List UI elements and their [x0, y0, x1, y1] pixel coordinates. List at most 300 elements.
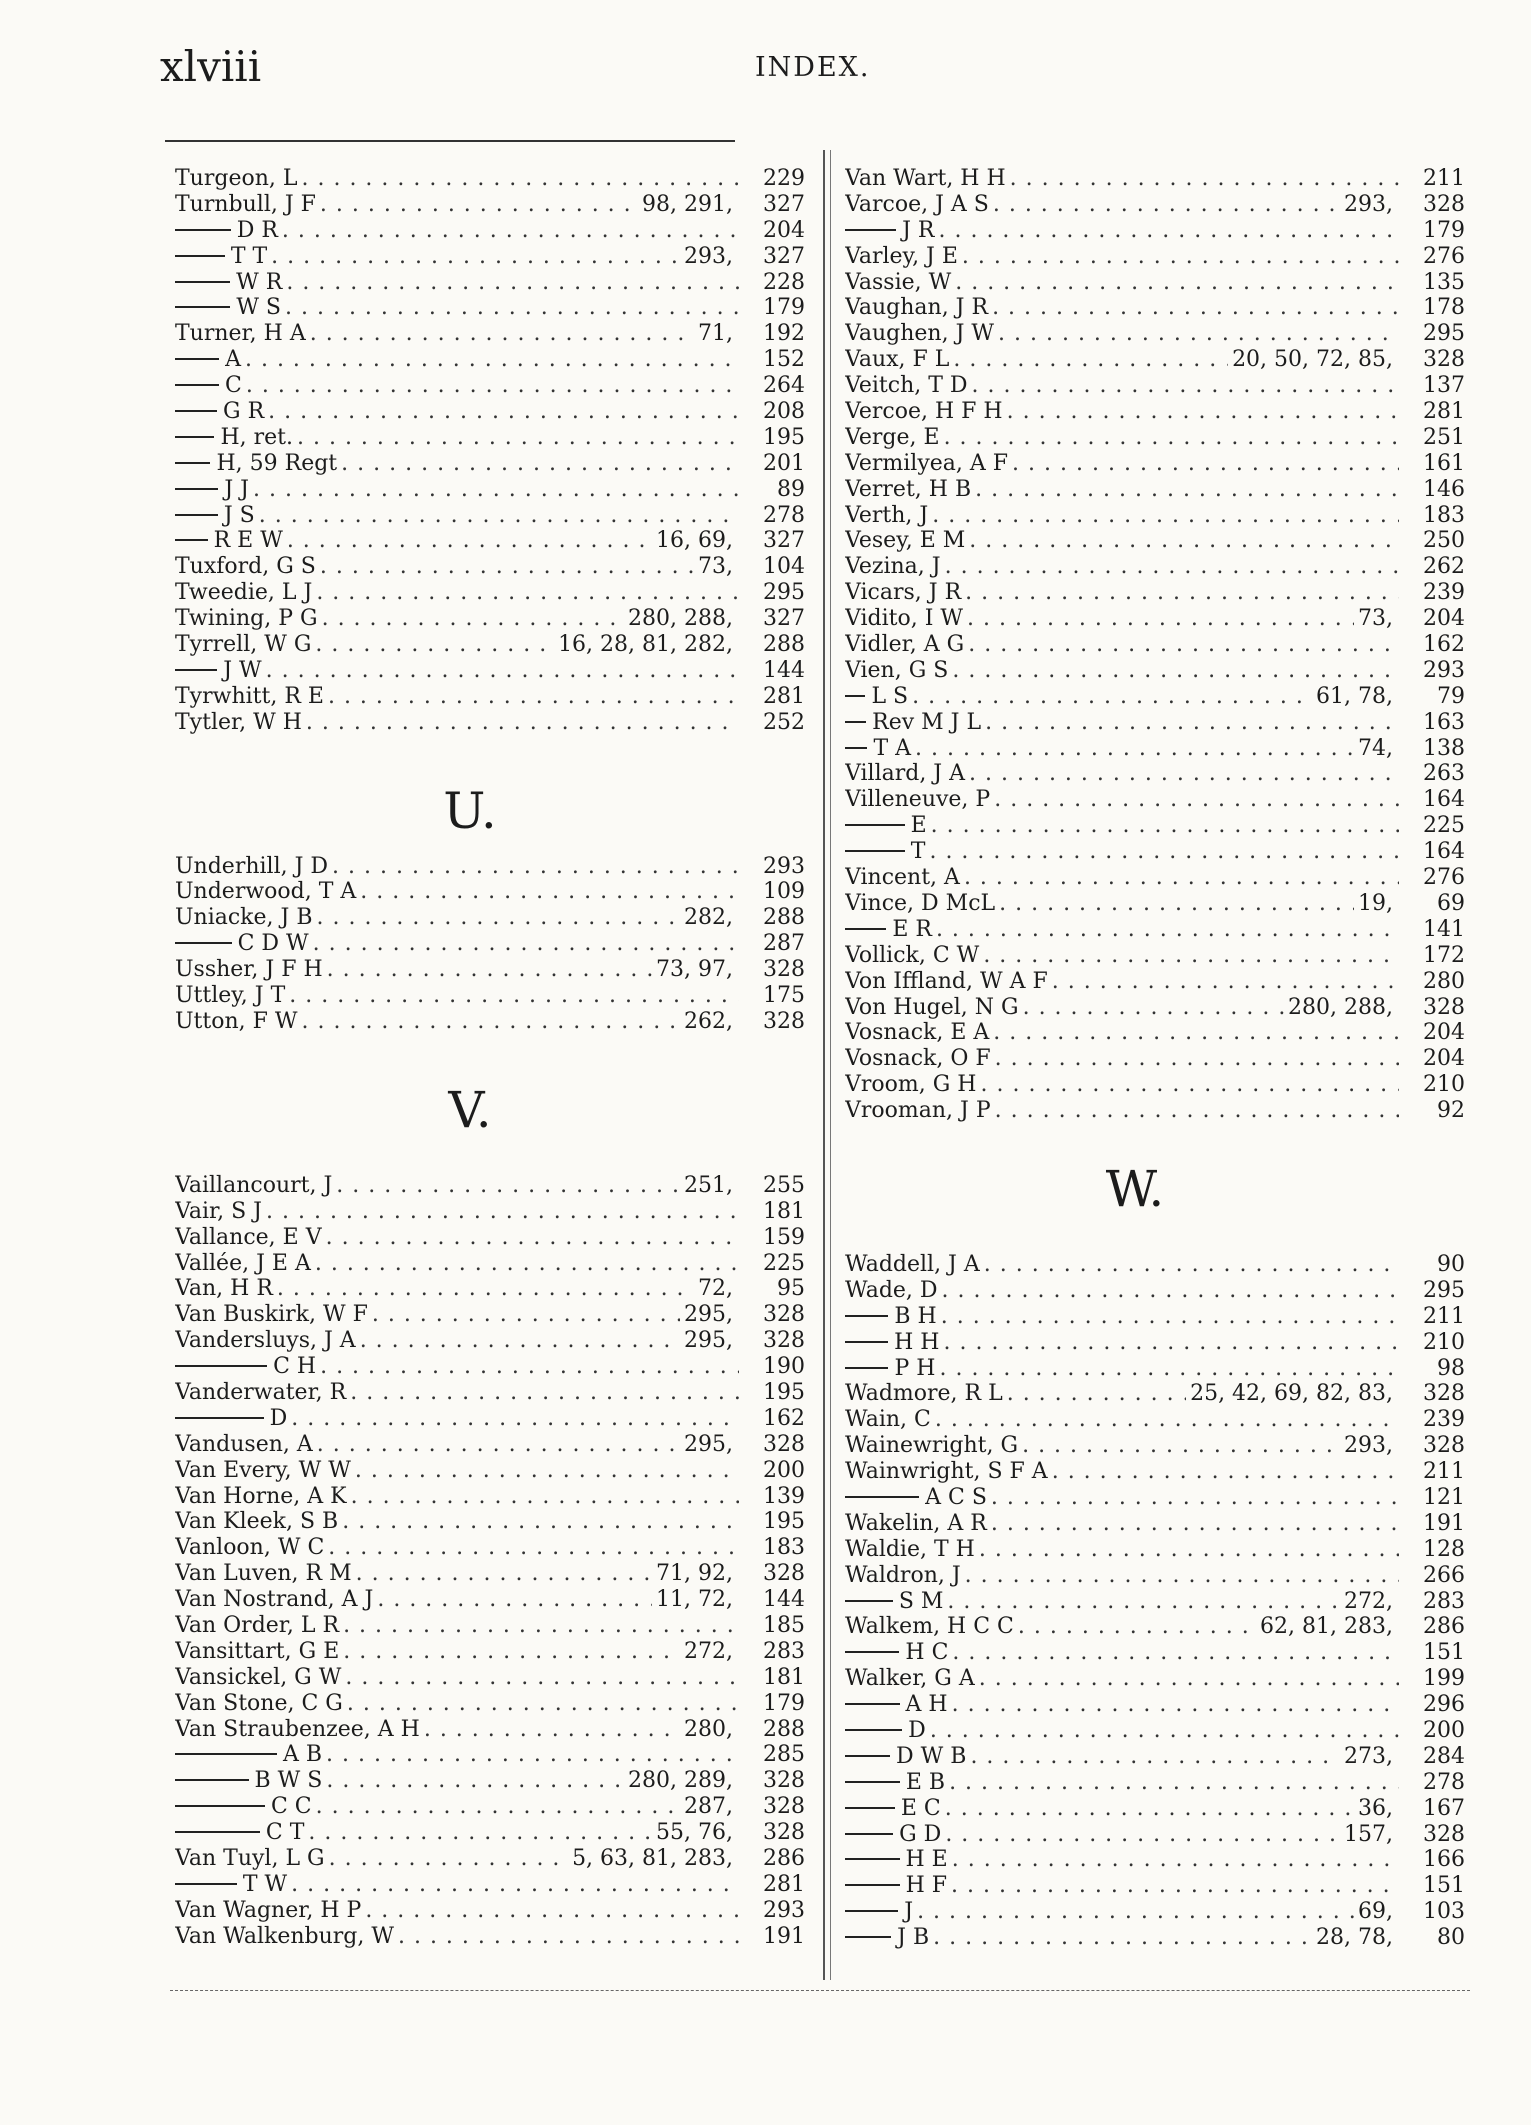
entry-name-text: Van Wagner, H P	[175, 1897, 362, 1923]
index-entry	[845, 1537, 1465, 1563]
entry-name-text: Vallance, E V	[175, 1224, 322, 1250]
entry-name	[899, 1589, 944, 1615]
dot-leader	[320, 1354, 739, 1380]
entry-name	[896, 1744, 966, 1770]
dot-leader	[929, 839, 1399, 865]
index-entry	[175, 658, 805, 684]
ditto-dash	[845, 1910, 898, 1912]
ditto-dash	[175, 281, 230, 283]
index-entry	[175, 503, 805, 529]
entry-page: 284	[1423, 1743, 1465, 1769]
entry-name-text: Van Horne, A K	[175, 1483, 347, 1509]
entry-name-text: R E W	[213, 528, 283, 554]
entry-page: 103	[1423, 1899, 1465, 1925]
dot-leader	[1007, 399, 1399, 425]
entry-page: 191	[1423, 1510, 1465, 1536]
entry-name	[906, 1873, 947, 1899]
index-entry	[175, 1639, 805, 1665]
entry-page: 327	[763, 528, 805, 554]
index-entry	[845, 1640, 1465, 1666]
dot-leader	[915, 736, 1354, 762]
dot-leader	[313, 931, 739, 957]
ditto-dash	[175, 1417, 264, 1419]
entry-name	[175, 1561, 352, 1587]
dot-leader	[282, 218, 739, 244]
dot-leader	[933, 1925, 1312, 1951]
top-rule	[165, 140, 735, 142]
entry-refs: 20, 50, 72, 85,	[1232, 347, 1393, 373]
dot-leader	[342, 1509, 739, 1535]
entry-page: 293	[763, 1897, 805, 1923]
entry-page: 229	[763, 166, 805, 191]
entry-refs: 98, 291,	[642, 191, 733, 217]
entry-page: 179	[763, 295, 805, 321]
index-entry	[175, 218, 805, 244]
entry-page: 262	[1423, 554, 1465, 580]
dot-leader	[993, 192, 1340, 218]
entry-name-text: C	[225, 373, 242, 399]
dot-leader	[424, 1717, 680, 1743]
entry-page: 288	[763, 905, 805, 931]
entry-page: 225	[1423, 813, 1465, 839]
dot-leader	[1018, 1614, 1256, 1640]
ditto-dash	[845, 1651, 899, 1653]
entry-name-text: Vrooman, J P	[845, 1098, 991, 1124]
entry-name-text: Underwood, T A	[175, 879, 357, 905]
entry-page: 239	[1423, 580, 1465, 606]
dot-leader	[1052, 969, 1399, 995]
index-entry	[845, 943, 1465, 969]
entry-refs: 280, 288,	[1288, 994, 1393, 1020]
index-entry	[175, 425, 805, 451]
entry-name-text: Wainwright, S F A	[845, 1459, 1048, 1485]
entry-page: 98	[1437, 1355, 1465, 1381]
index-entry	[845, 1822, 1465, 1848]
entry-name-text: A	[225, 347, 241, 373]
entry-name	[214, 528, 283, 554]
entry-page: 211	[1423, 1303, 1465, 1329]
dot-leader	[964, 865, 1399, 891]
entry-refs: 72,	[698, 1276, 733, 1302]
dot-leader	[999, 891, 1354, 917]
entry-name	[237, 218, 278, 244]
entry-name	[225, 347, 241, 373]
ditto-dash	[175, 488, 218, 490]
entry-page: 181	[763, 1664, 805, 1690]
entry-name	[845, 528, 965, 554]
entry-name	[175, 554, 316, 580]
entry-name-text: C T	[265, 1820, 305, 1846]
entry-page: 211	[1423, 1459, 1465, 1485]
entry-name-text: T T	[230, 243, 268, 269]
entry-page: 121	[1423, 1484, 1465, 1510]
entry-page: 159	[763, 1224, 805, 1250]
entry-name-text: S M	[898, 1588, 944, 1614]
dot-leader	[329, 1846, 568, 1872]
entry-page: 328	[763, 1302, 805, 1328]
entry-refs: 295,	[684, 1328, 733, 1354]
entry-page: 166	[1423, 1847, 1465, 1873]
ditto-dash	[175, 410, 217, 412]
index-entry	[175, 1484, 805, 1510]
entry-page: 192	[763, 321, 805, 347]
entry-page: 327	[763, 606, 805, 632]
entry-name-text: Wade, D	[845, 1277, 938, 1303]
entry-name	[845, 503, 928, 529]
entry-name	[175, 1846, 325, 1872]
ditto-dash	[845, 1703, 900, 1705]
entry-page: 278	[763, 502, 805, 528]
entry-page: 328	[1423, 347, 1465, 373]
column-divider	[823, 150, 825, 1980]
entry-name-text: Waldie, T H	[845, 1536, 975, 1562]
entry-name-text: E B	[905, 1769, 946, 1795]
dot-leader	[315, 1251, 739, 1277]
dot-leader	[995, 1046, 1399, 1072]
index-entry	[175, 321, 805, 347]
entry-refs: 272,	[1344, 1588, 1393, 1614]
entry-refs: 295,	[684, 1431, 733, 1457]
entry-page: 239	[1423, 1407, 1465, 1433]
entry-name-text: Villard, J A	[845, 761, 966, 787]
entry-name-text: Verret, H B	[845, 476, 972, 502]
dot-leader	[945, 1796, 1354, 1822]
entry-name-text: Vaughan, J R	[845, 295, 989, 321]
dot-leader	[308, 1820, 652, 1846]
entry-page: 328	[1423, 1433, 1465, 1459]
entry-page: 210	[1423, 1329, 1465, 1355]
entry-name	[175, 905, 313, 931]
entry-name-text: Uniacke, J B	[175, 905, 313, 931]
entry-name-text: Vezina, J	[845, 554, 941, 580]
entry-page: 104	[763, 554, 805, 580]
entry-name-text: T	[910, 839, 926, 865]
entry-name	[906, 1847, 948, 1873]
entry-name	[175, 1328, 356, 1354]
entry-name-text: J S	[223, 502, 255, 528]
dot-leader	[350, 1380, 739, 1406]
entry-name	[175, 632, 311, 658]
ditto-dash	[845, 1936, 891, 1938]
entry-name	[894, 1304, 936, 1330]
index-entry	[845, 295, 1465, 321]
entry-name	[236, 270, 282, 296]
dot-leader	[326, 1225, 739, 1251]
page-title: INDEX.	[755, 52, 871, 83]
ditto-dash	[175, 255, 225, 257]
dot-leader	[326, 1742, 739, 1768]
entry-name-text: Vosnack, E A	[845, 1020, 990, 1046]
ditto-dash	[845, 1858, 900, 1860]
ditto-dash	[175, 1805, 265, 1807]
entry-name	[223, 658, 261, 684]
index-entry	[845, 658, 1465, 684]
entry-refs: 273,	[1344, 1743, 1393, 1769]
dot-leader	[984, 1252, 1399, 1278]
entry-name-text: Verth, J	[845, 502, 929, 528]
entry-name	[175, 1509, 338, 1535]
entry-name-text: C D W	[237, 931, 309, 957]
dot-leader	[271, 244, 680, 270]
entry-name	[906, 1770, 945, 1796]
index-entry	[845, 813, 1465, 839]
dot-leader	[327, 957, 652, 983]
index-entry	[175, 528, 805, 554]
entry-name-text: T W	[242, 1871, 288, 1897]
index-entry	[175, 580, 805, 606]
entry-refs: 74,	[1358, 735, 1393, 761]
index-entry	[845, 1899, 1465, 1925]
index-entry	[845, 606, 1465, 632]
index-entry	[175, 295, 805, 321]
index-entry	[845, 1744, 1465, 1770]
entry-page: 285	[763, 1742, 805, 1768]
ditto-dash	[175, 229, 231, 231]
entry-refs: 5, 63, 81, 283,	[572, 1845, 733, 1871]
dot-leader	[979, 1537, 1399, 1563]
entry-page: 286	[763, 1845, 805, 1871]
column-divider-inner	[830, 150, 831, 1980]
dot-leader	[360, 1328, 680, 1354]
dot-leader	[944, 425, 1399, 451]
index-entry	[175, 347, 805, 373]
entry-page: 138	[1423, 735, 1465, 761]
dot-leader	[951, 1873, 1399, 1899]
entry-name-text: Uttley, J T	[175, 983, 286, 1009]
dot-leader	[291, 1872, 739, 1898]
index-group-u	[175, 854, 805, 1035]
entry-refs: 73,	[1358, 606, 1393, 632]
entry-page: 250	[1423, 528, 1465, 554]
entry-page: 178	[1423, 295, 1465, 321]
entry-name-text: C H	[273, 1354, 317, 1380]
dot-leader	[360, 879, 739, 905]
ditto-dash	[845, 1600, 893, 1602]
entry-name	[175, 321, 306, 347]
entry-name	[175, 983, 285, 1009]
entry-page: 69	[1437, 890, 1465, 916]
dot-leader	[317, 905, 681, 931]
entry-page: 146	[1423, 476, 1465, 502]
entry-page: 200	[763, 1457, 805, 1483]
index-entry	[845, 528, 1465, 554]
entry-name	[845, 451, 1008, 477]
dot-leader	[355, 1458, 739, 1484]
entry-name-text: Verge, E	[845, 424, 940, 450]
dot-leader	[351, 1484, 739, 1510]
entry-name	[175, 580, 312, 606]
dot-leader	[320, 192, 638, 218]
entry-name-text: E	[910, 813, 927, 839]
entry-page: 179	[763, 1690, 805, 1716]
entry-name	[899, 1822, 941, 1848]
index-entry	[845, 1666, 1465, 1692]
index-entry	[845, 1098, 1465, 1124]
index-entry	[175, 1768, 805, 1794]
entry-name	[845, 192, 989, 218]
index-entry	[175, 1509, 805, 1535]
entry-name	[845, 943, 979, 969]
ditto-dash	[175, 384, 219, 386]
index-entry	[845, 1770, 1465, 1796]
entry-page: 164	[1423, 839, 1465, 865]
dot-leader	[930, 1718, 1399, 1744]
index-entry	[845, 1046, 1465, 1072]
entry-name	[175, 1535, 324, 1561]
entry-page: 225	[763, 1250, 805, 1276]
entry-name	[175, 1665, 341, 1691]
entry-page: 278	[1423, 1769, 1465, 1795]
entry-name-text: Vair, S J	[175, 1198, 262, 1224]
index-entry	[845, 1020, 1465, 1046]
index-entry	[175, 684, 805, 710]
entry-page: 151	[1423, 1640, 1465, 1666]
entry-page: 210	[1423, 1072, 1465, 1098]
entry-page: 183	[1423, 502, 1465, 528]
ditto-dash	[175, 1883, 237, 1885]
ditto-dash	[845, 1755, 890, 1757]
entry-name-text: Varcoe, J A S	[845, 191, 989, 217]
index-entry	[845, 373, 1465, 399]
entry-page: 327	[763, 243, 805, 269]
entry-name	[238, 931, 309, 957]
dot-leader	[995, 1098, 1399, 1124]
index-entry	[845, 1563, 1465, 1589]
entry-name-text: D W B	[896, 1743, 967, 1769]
entry-name	[845, 425, 940, 451]
entry-name	[911, 813, 927, 839]
index-entry	[175, 1717, 805, 1743]
entry-name-text: J W	[223, 657, 262, 683]
ditto-dash	[175, 436, 214, 438]
ditto-dash	[845, 1341, 888, 1343]
entry-name	[845, 399, 1003, 425]
index-entry	[175, 554, 805, 580]
entry-name	[175, 1924, 394, 1950]
index-entry	[175, 1691, 805, 1717]
entry-name-text: A C S	[925, 1484, 987, 1510]
entry-name	[223, 399, 264, 425]
index-entry	[845, 503, 1465, 529]
entry-name-text: Wakelin, A R	[845, 1510, 987, 1536]
dot-leader	[341, 451, 739, 477]
entry-name-text: Vince, D McL	[845, 890, 996, 916]
index-entry	[845, 1718, 1465, 1744]
entry-name	[175, 1691, 343, 1717]
dot-leader	[943, 1330, 1399, 1356]
entry-name-text: T A	[873, 735, 912, 761]
index-entry	[175, 1820, 805, 1846]
dot-leader	[322, 606, 624, 632]
entry-name	[175, 1009, 298, 1035]
dot-leader	[965, 580, 1399, 606]
entry-name-text: B W S	[254, 1768, 323, 1794]
entry-name	[175, 1225, 322, 1251]
entry-page: 109	[763, 879, 805, 905]
index-entry	[845, 1304, 1465, 1330]
entry-name-text: Tuxford, G S	[175, 554, 316, 580]
entry-name-text: Vidler, A G	[845, 632, 965, 658]
entry-name-text: D	[269, 1405, 288, 1431]
entry-name-text: Vandersluys, J A	[175, 1328, 356, 1354]
index-entry	[175, 399, 805, 425]
entry-page: 296	[1423, 1692, 1465, 1718]
entry-page: 172	[1423, 942, 1465, 968]
dot-leader	[936, 917, 1399, 943]
entry-name	[845, 632, 964, 658]
entry-name-text: Walker, G A	[845, 1666, 975, 1692]
dot-leader	[947, 1589, 1340, 1615]
entry-name	[845, 1511, 987, 1537]
entry-refs: 36,	[1358, 1795, 1393, 1821]
entry-name	[845, 1072, 977, 1098]
entry-name	[872, 710, 981, 736]
index-entry	[845, 1589, 1465, 1615]
index-entry	[175, 957, 805, 983]
ditto-dash	[175, 1831, 260, 1833]
entry-page: 281	[763, 683, 805, 709]
entry-refs: 282,	[684, 905, 733, 931]
entry-name	[273, 1354, 316, 1380]
entry-name	[175, 606, 318, 632]
dot-leader	[968, 632, 1399, 658]
index-entry	[845, 166, 1465, 192]
entry-name-text: P H	[894, 1355, 936, 1381]
ditto-dash	[845, 695, 865, 697]
entry-name-text: Utton, F W	[175, 1008, 298, 1034]
entry-name	[225, 373, 242, 399]
dot-leader	[336, 1173, 680, 1199]
ditto-dash	[845, 1884, 900, 1886]
entry-page: 280	[1423, 968, 1465, 994]
entry-name-text: Van Luven, R M	[175, 1561, 352, 1587]
entry-name-text: Ussher, J F H	[175, 957, 323, 983]
entry-name-text: Rev M J L	[872, 709, 982, 735]
entry-name-text: Turgeon, L	[175, 166, 298, 191]
entry-name	[908, 1718, 926, 1744]
entry-page: 328	[763, 957, 805, 983]
entry-name-text: D R	[236, 217, 278, 243]
entry-refs: 69,	[1358, 1899, 1393, 1925]
entry-name	[175, 1458, 351, 1484]
entry-name	[845, 658, 948, 684]
entry-name-text: Turner, H A	[175, 321, 306, 347]
index-entry	[845, 192, 1465, 218]
entry-name-text: Walkem, H C C	[845, 1614, 1014, 1640]
entry-name	[243, 1872, 287, 1898]
dot-leader	[972, 373, 1399, 399]
index-entry	[845, 632, 1465, 658]
dot-leader	[969, 761, 1399, 787]
index-entry	[175, 1302, 805, 1328]
index-entry	[845, 684, 1465, 710]
dot-leader	[1012, 451, 1399, 477]
index-group-t	[175, 166, 805, 736]
entry-name	[175, 1613, 339, 1639]
index-entry	[845, 736, 1465, 762]
entry-name-text: Vanloon, W C	[175, 1535, 325, 1561]
entry-page: 89	[777, 476, 805, 502]
entry-refs: 16, 69,	[656, 528, 733, 554]
entry-name-text: Vaughen, J W	[845, 321, 995, 347]
ditto-dash	[845, 1781, 900, 1783]
entry-name-text: Vincent, A	[845, 865, 960, 891]
entry-name	[845, 1252, 980, 1278]
entry-page: 128	[1423, 1536, 1465, 1562]
entry-page: 295	[1423, 321, 1465, 347]
ditto-dash	[175, 306, 230, 308]
dot-leader	[967, 606, 1354, 632]
